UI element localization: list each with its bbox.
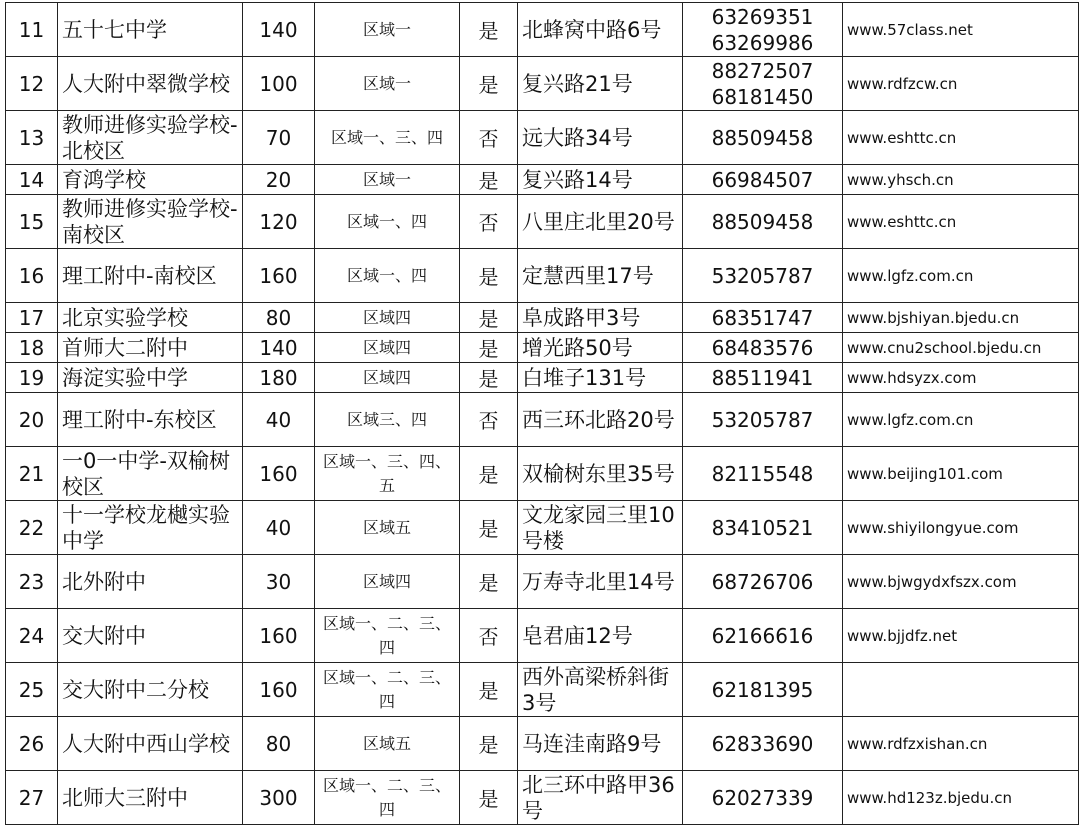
school-address: 万寿寺北里14号 [518, 555, 683, 609]
phone-number: 68726706 [711, 569, 814, 594]
school-address: 文龙家园三里10号楼 [518, 501, 683, 555]
phone-numbers [683, 57, 843, 111]
phone-numbers [683, 609, 843, 663]
row-number: 17 [6, 303, 58, 333]
school-website: www.beijing101.com [843, 447, 1079, 501]
school-address: 阜成路甲3号 [518, 303, 683, 333]
table-row [6, 447, 1079, 501]
phone-number: 53205787 [711, 407, 814, 432]
enrollment-count: 160 [243, 249, 315, 303]
school-website: www.hdsyzx.com [843, 363, 1079, 393]
enrollment-count: 40 [243, 393, 315, 447]
table-row [6, 3, 1079, 57]
enrollment-count: 120 [243, 195, 315, 249]
school-name: 理工附中-南校区 [58, 249, 243, 303]
table-row [6, 57, 1079, 111]
table-body [6, 3, 1079, 825]
row-number: 25 [6, 663, 58, 717]
phone-number: 88509458 [711, 125, 814, 150]
phone-numbers [683, 555, 843, 609]
school-name: 一0一中学-双榆树校区 [58, 447, 243, 501]
boarding-flag: 是 [460, 303, 518, 333]
phone-number: 62833690 [711, 731, 814, 756]
boarding-flag: 是 [460, 57, 518, 111]
phone-numbers [683, 393, 843, 447]
school-name: 海淀实验中学 [58, 363, 243, 393]
phone-number: 53205787 [711, 263, 814, 288]
service-area: 区域五 [315, 717, 460, 771]
phone-number: 62166616 [711, 623, 814, 648]
row-number: 24 [6, 609, 58, 663]
enrollment-count: 30 [243, 555, 315, 609]
table-row [6, 363, 1079, 393]
row-number: 19 [6, 363, 58, 393]
row-number: 11 [6, 3, 58, 57]
table-row [6, 393, 1079, 447]
school-name: 北外附中 [58, 555, 243, 609]
service-area: 区域一、二、三、四 [315, 771, 460, 825]
service-area: 区域四 [315, 555, 460, 609]
school-website: www.shiyilongyue.com [843, 501, 1079, 555]
boarding-flag: 否 [460, 393, 518, 447]
phone-number: 68181450 [711, 84, 814, 109]
schools-table [5, 2, 1079, 825]
phone-numbers [683, 663, 843, 717]
row-number: 12 [6, 57, 58, 111]
phone-number: 63269351 [711, 4, 814, 29]
row-number: 22 [6, 501, 58, 555]
enrollment-count: 80 [243, 303, 315, 333]
phone-numbers [683, 111, 843, 165]
phone-numbers [683, 363, 843, 393]
enrollment-count: 40 [243, 501, 315, 555]
phone-numbers [683, 717, 843, 771]
school-website: www.lgfz.com.cn [843, 393, 1079, 447]
enrollment-count: 20 [243, 165, 315, 195]
row-number: 20 [6, 393, 58, 447]
school-name: 交大附中二分校 [58, 663, 243, 717]
row-number: 18 [6, 333, 58, 363]
row-number: 27 [6, 771, 58, 825]
enrollment-count: 80 [243, 717, 315, 771]
boarding-flag: 是 [460, 333, 518, 363]
phone-number: 62181395 [711, 677, 814, 702]
service-area: 区域一 [315, 57, 460, 111]
table-row [6, 111, 1079, 165]
school-website [843, 663, 1079, 717]
table-row [6, 333, 1079, 363]
school-address: 复兴路21号 [518, 57, 683, 111]
service-area: 区域三、四 [315, 393, 460, 447]
school-website: www.57class.net [843, 3, 1079, 57]
school-address: 马连洼南路9号 [518, 717, 683, 771]
phone-numbers [683, 333, 843, 363]
school-name: 首师大二附中 [58, 333, 243, 363]
boarding-flag: 否 [460, 195, 518, 249]
table-row [6, 717, 1079, 771]
phone-number: 68351747 [711, 305, 814, 330]
row-number: 13 [6, 111, 58, 165]
phone-numbers [683, 501, 843, 555]
school-name: 交大附中 [58, 609, 243, 663]
school-website: www.bjwgydxfszx.com [843, 555, 1079, 609]
phone-number: 88272507 [711, 58, 814, 83]
phone-numbers [683, 165, 843, 195]
school-name: 北京实验学校 [58, 303, 243, 333]
school-address: 定慧西里17号 [518, 249, 683, 303]
phone-number: 88509458 [711, 209, 814, 234]
phone-number: 62027339 [711, 785, 814, 810]
boarding-flag: 是 [460, 249, 518, 303]
boarding-flag: 是 [460, 363, 518, 393]
table-row [6, 303, 1079, 333]
school-name: 人大附中翠微学校 [58, 57, 243, 111]
boarding-flag: 是 [460, 165, 518, 195]
table-row [6, 195, 1079, 249]
school-website: www.lgfz.com.cn [843, 249, 1079, 303]
phone-numbers [683, 447, 843, 501]
row-number: 16 [6, 249, 58, 303]
service-area: 区域一 [315, 165, 460, 195]
phone-number: 63269986 [711, 30, 814, 55]
phone-numbers [683, 3, 843, 57]
school-website: www.hd123z.bjedu.cn [843, 771, 1079, 825]
boarding-flag: 是 [460, 771, 518, 825]
boarding-flag: 是 [460, 555, 518, 609]
table-row [6, 249, 1079, 303]
enrollment-count: 140 [243, 3, 315, 57]
table-row [6, 501, 1079, 555]
school-website: www.eshttc.cn [843, 111, 1079, 165]
service-area: 区域一、四 [315, 195, 460, 249]
boarding-flag: 是 [460, 501, 518, 555]
enrollment-count: 70 [243, 111, 315, 165]
row-number: 21 [6, 447, 58, 501]
phone-number: 68483576 [711, 335, 814, 360]
enrollment-count: 160 [243, 447, 315, 501]
service-area: 区域五 [315, 501, 460, 555]
table-row [6, 609, 1079, 663]
school-website: www.yhsch.cn [843, 165, 1079, 195]
service-area: 区域四 [315, 303, 460, 333]
school-address: 增光路50号 [518, 333, 683, 363]
school-name: 教师进修实验学校-北校区 [58, 111, 243, 165]
school-name: 五十七中学 [58, 3, 243, 57]
phone-number: 88511941 [711, 365, 814, 390]
boarding-flag: 否 [460, 609, 518, 663]
row-number: 26 [6, 717, 58, 771]
boarding-flag: 否 [460, 111, 518, 165]
row-number: 23 [6, 555, 58, 609]
school-name: 北师大三附中 [58, 771, 243, 825]
school-name: 十一学校龙樾实验中学 [58, 501, 243, 555]
service-area: 区域一、三、四、五 [315, 447, 460, 501]
school-name: 教师进修实验学校-南校区 [58, 195, 243, 249]
table-row [6, 165, 1079, 195]
school-address: 西外高梁桥斜街3号 [518, 663, 683, 717]
enrollment-count: 100 [243, 57, 315, 111]
table-row [6, 555, 1079, 609]
service-area: 区域一、三、四 [315, 111, 460, 165]
phone-number: 83410521 [711, 515, 814, 540]
service-area: 区域一、二、三、四 [315, 663, 460, 717]
school-website: www.bjjdfz.net [843, 609, 1079, 663]
table-row [6, 663, 1079, 717]
phone-number: 82115548 [711, 461, 814, 486]
phone-numbers [683, 249, 843, 303]
school-website: www.cnu2school.bjedu.cn [843, 333, 1079, 363]
school-address: 双榆树东里35号 [518, 447, 683, 501]
boarding-flag: 是 [460, 663, 518, 717]
school-website: www.rdfzxishan.cn [843, 717, 1079, 771]
enrollment-count: 300 [243, 771, 315, 825]
service-area: 区域一、二、三、四 [315, 609, 460, 663]
school-name: 理工附中-东校区 [58, 393, 243, 447]
school-address: 白堆子131号 [518, 363, 683, 393]
phone-numbers [683, 771, 843, 825]
boarding-flag: 是 [460, 717, 518, 771]
row-number: 15 [6, 195, 58, 249]
school-address: 皂君庙12号 [518, 609, 683, 663]
school-name: 育鸿学校 [58, 165, 243, 195]
service-area: 区域一、四 [315, 249, 460, 303]
service-area: 区域四 [315, 363, 460, 393]
school-name: 人大附中西山学校 [58, 717, 243, 771]
phone-numbers [683, 303, 843, 333]
enrollment-count: 160 [243, 609, 315, 663]
boarding-flag: 是 [460, 447, 518, 501]
school-address: 北蜂窝中路6号 [518, 3, 683, 57]
school-address: 八里庄北里20号 [518, 195, 683, 249]
school-address: 北三环中路甲36号 [518, 771, 683, 825]
enrollment-count: 180 [243, 363, 315, 393]
school-website: www.eshttc.cn [843, 195, 1079, 249]
row-number: 14 [6, 165, 58, 195]
school-address: 远大路34号 [518, 111, 683, 165]
school-address: 复兴路14号 [518, 165, 683, 195]
service-area: 区域四 [315, 333, 460, 363]
school-address: 西三环北路20号 [518, 393, 683, 447]
phone-number: 66984507 [711, 167, 814, 192]
school-website: www.bjshiyan.bjedu.cn [843, 303, 1079, 333]
table-row [6, 771, 1079, 825]
enrollment-count: 160 [243, 663, 315, 717]
enrollment-count: 140 [243, 333, 315, 363]
phone-numbers [683, 195, 843, 249]
service-area: 区域一 [315, 3, 460, 57]
school-website: www.rdfzcw.cn [843, 57, 1079, 111]
boarding-flag: 是 [460, 3, 518, 57]
